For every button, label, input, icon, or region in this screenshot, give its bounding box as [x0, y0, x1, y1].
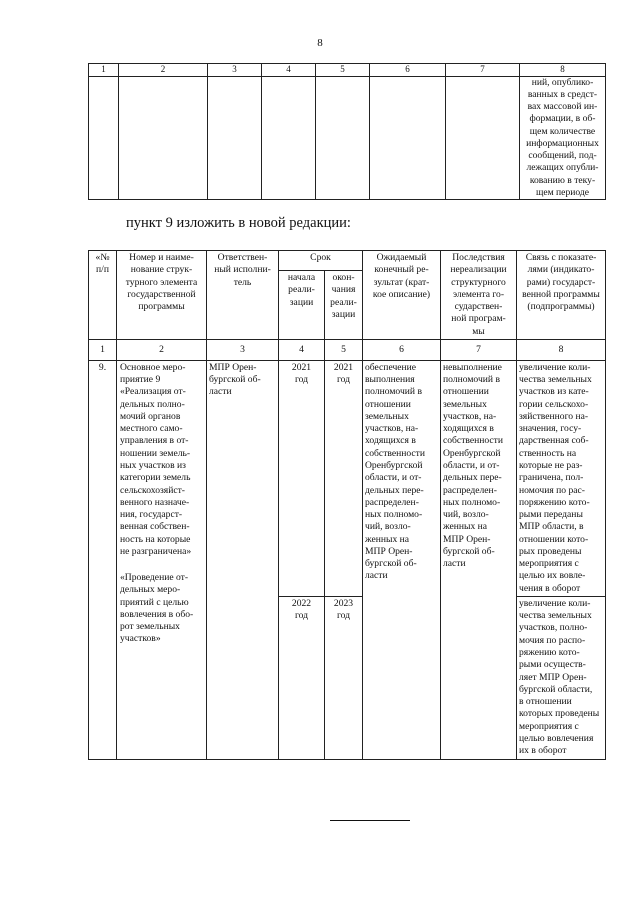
main-event-text: Основное меро- приятие 9 «Реализация от- дельных полно- мочий органов местного само- управления в от- ношении земель- ных участков из категории земель сельскохозяйст- венного назначе- ния, государст- венная собствен- ность на которые не разграничена» — [120, 361, 192, 557]
continuation-row — [89, 76, 606, 200]
end-year-1: 2021 год — [325, 360, 363, 596]
header-link: Связь с показате- лями (индикато- рами) государст- венной программы (подпрограммы) — [517, 251, 606, 340]
indicator-link-2: увеличение коли- чества земельных участков, полно- мочия по распо- ряжению кото- рыми осуществ- ляет МПР Орен- бургской области, в отношении которых проведены мероприятия с целью вовлечения их в оборот — [517, 596, 606, 759]
column-number-row — [89, 339, 606, 360]
non-implementation-consequences: невыполнение полномочий в отношении земельных участков, на- ходящихся в собственности Оренбургской области, и от- дельных пере- распределен- ных полномо- чий, возло- женных на МПР Орен- бургской об- ласти — [441, 360, 517, 759]
col-number: 5 — [325, 339, 363, 360]
col-number: 2 — [119, 64, 208, 77]
start-year-1: 2021 год — [279, 360, 325, 596]
end-year-2: 2023 год — [325, 596, 363, 759]
header-start: начала реали- зации — [279, 271, 325, 340]
continuation-table — [88, 63, 606, 200]
col-number: 6 — [370, 64, 446, 77]
col-number: 8 — [520, 64, 606, 77]
indicator-link-1: увеличение коли- чества земельных участков из кате- гории сельскохо- зяйственного на- значения, госу- дарственная соб- ственность на которые не раз- граничена, пол- номочия по рас- поряжению кото- рыми переданы МПР области, в отношении кото- рых проведены мероприятия с целью их вовле- чения в оборот — [517, 360, 606, 596]
page-number: 8 — [317, 37, 323, 49]
col-number: 3 — [208, 64, 262, 77]
header-end: окон- чания реали- зации — [325, 271, 363, 340]
start-year-2: 2022 год — [279, 596, 325, 759]
structural-element-cell — [117, 360, 207, 759]
col-number: 1 — [89, 64, 119, 77]
header-name: Номер и наиме- нование струк- турного элемента государственной программы — [117, 251, 207, 340]
col-number: 4 — [262, 64, 316, 77]
column-number-row — [89, 64, 606, 77]
header-responsible: Ответствен- ный исполни- тель — [207, 251, 279, 340]
col-number: 7 — [441, 339, 517, 360]
amendment-instruction: пункт 9 изложить в новой редакции: — [126, 215, 351, 231]
header-num: «№ п/п — [89, 251, 117, 340]
header-row — [89, 251, 606, 271]
header-consequences: Последствия нереализации структурного элемента го- сударствен- ной програм- мы — [441, 251, 517, 340]
sub-event-text: «Проведение от- дельных меро- приятий с целью вовлечения в обо- рот земельных участков» — [120, 572, 194, 645]
col-number: 1 — [89, 339, 117, 360]
col-number: 4 — [279, 339, 325, 360]
col-number: 5 — [316, 64, 370, 77]
program-table — [88, 250, 606, 760]
row-number: 9. — [89, 360, 117, 759]
col-number: 2 — [117, 339, 207, 360]
continued-indicator-text: ний, опублико- ванных в средст- вах массовой ин- формации, в об- щем количестве информационных сообщений, под- лежащих опубли- кованию в теку- щем периоде — [520, 76, 606, 200]
responsible-executor: МПР Орен- бургской об- ласти — [207, 360, 279, 759]
data-row-main — [89, 360, 606, 596]
col-number: 7 — [446, 64, 520, 77]
expected-result: обеспечение выполнения полномочий в отношении земельных участков, на- ходящихся в собственности Оренбургской области, и от- дельных пере- распределен- ных полномо- чий, возло- женных на МПР Орен- бургской об- ласти — [363, 360, 441, 759]
col-number: 3 — [207, 339, 279, 360]
col-number: 8 — [517, 339, 606, 360]
header-term: Срок — [279, 251, 363, 271]
end-rule — [330, 820, 410, 821]
header-result: Ожидаемый конечный ре- зультат (крат- кое описание) — [363, 251, 441, 340]
col-number: 6 — [363, 339, 441, 360]
